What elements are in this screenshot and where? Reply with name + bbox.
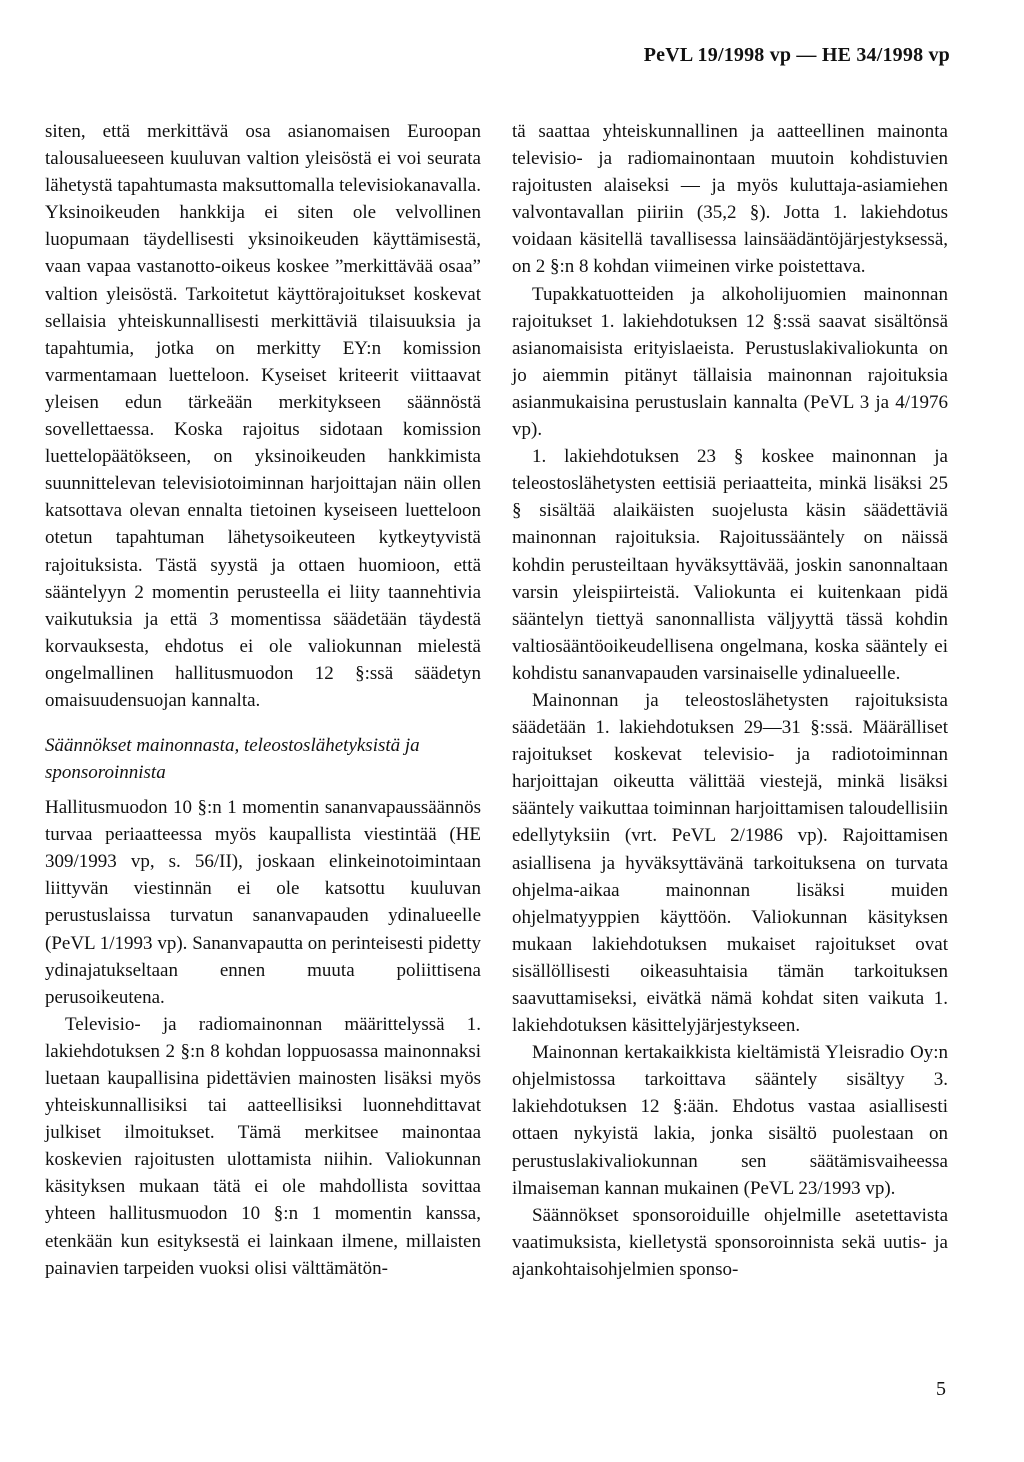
paragraph: Mainonnan ja teleostoslähetysten rajoituksista säädetään 1. lakiehdotuksen 29—31 §:ssä. Määrälliset rajoitukset koskevat televisio- ja radiotoiminnan harjoittajan oikeutta välittää viestejä, minkä lisäksi sääntely vaikuttaa toiminnan harjoittamisen taloudellisiin edellytyksiin (vrt. PeVL 2/1986 vp). Rajoittamisen asiallisena ja hyväksyttävänä tarkoituksena on turvata ohjelma-aikaa mainonnan lisäksi muiden ohjelmatyyppien käyttöön. Valiokunnan käsityksen mukaan lakiehdotuksen mukaiset rajoitukset ovat sisällöllisesti oikeasuhtaisia tämän tarkoituksen saavuttamiseksi, eivätkä nämä kohdat siten vaikuta 1. lakiehdotuksen käsittelyjärjestykseen. [512,689,948,1037]
paragraph: 1. lakiehdotuksen 23 § koskee mainonnan ja teleostoslähetysten eettisiä periaatteita, minkä lisäksi 25 § sisältää alaikäisten suojelusta käsin säädettäviä mainonnan rajoituksia. Rajoitussääntely on näissä kohdin perusteiltaan hyväksyttävää, joskin sanonnaltaan varsin yleispiirteistä. Valiokunta ei kuitenkaan pidä sääntelyn tiettyä sanonnallista väljyyttä tässä kohdin valtiosääntöoikeudellisena ongelmana, koska sääntely ei kohdistu sananvapauden varsinaiselle ydinalueelle. [512,446,948,684]
paragraph: Säännökset sponsoroiduille ohjelmille asetettavista vaatimuksista, kielletystä sponsoroinnista sekä uutis- ja ajankohtaisohjelmien sponso- [512,1204,948,1280]
section-heading: Säännökset mainonnasta, teleostoslähetyksistä ja sponsoroinnista [45,735,420,784]
paragraph: Tupakkatuotteiden ja alkoholijuomien mainonnan rajoitukset 1. lakiehdotuksen 12 §:ssä saavat sisältönsä asianomaisista erityislaeista. Perustuslakivaliokunta on jo aiemmin pitänyt tällaisia mainonnan rajoituksia asianmukaisina perustuslain kannalta (PeVL 3 ja 4/1976 vp). [512,283,948,441]
paragraph: tä saattaa yhteiskunnallinen ja aatteellinen mainonta televisio- ja radiomainontaan muutoin kohdistuvien rajoitusten alaiseksi — ja myös kuluttaja-asiamiehen valvontavallan piiriin (35,2 §). Jotta 1. lakiehdotus voidaan käsitellä tavallisessa lainsäädäntöjärjestyksessä, on 2 §:n 8 kohdan viimeinen virke poistettava. [512,121,948,278]
right-column [512,118,948,1283]
paragraph: Hallitusmuodon 10 §:n 1 momentin sananvapaussäännös turvaa periaatteessa myös kaupallista viestintää (HE 309/1993 vp, s. 56/II), joskaan elinkeinotoimintaan liittyvän viestinnän ei ole katsottu kuuluvan perustuslaissa turvatun sananvapauden ydinalueelle (PeVL 1/1993 vp). Sananvapautta on perinteisesti pidetty ydinajatukseltaan ennen muuta poliittisena perusoikeutena. [45,797,481,1008]
paragraph: siten, että merkittävä osa asianomaisen Euroopan talousalueeseen kuuluvan valtion yleisöstä ei voi seurata lähetystä tapahtumasta maksuttomalla televisiokanavalla. Yksinoikeuden hankkija ei siten ole velvollinen luopumaan täydellisesti yksinoikeuden käyttämisestä, vaan vapaa vastanotto-oikeus koskee ”merkittävää osaa” valtion yleisöstä. Tarkoitetut käyttörajoitukset koskevat sellaisia yhteiskunnallisesti merkittäviä tilaisuuksia ja tapahtumia, jotka on merkitty EY:n komission varmentamaan luetteloon. Kyseiset kriteerit viittaavat yleisen edun tärkeään merkitykseen säännöstä sovellettaessa. Koska rajoitus sidotaan komission luettelopäätökseen, on yksinoikeuden hankkimista suunnittelevan televisiotoiminnan harjoittajan näin ollen katsottava olevan ennalta tietoinen kyseiseen luetteloon otetun tapahtuman lähetysoikeuteen kytkeytyvistä rajoituksista. Tästä syystä ja ottaen huomioon, että sääntelyyn 2 momentin perusteella ei liity taannehtivia vaikutuksia ja että 3 momentissa säädetään täydestä korvauksesta, ehdotus ei ole valiokunnan mielestä ongelmallinen hallitusmuodon 12 §:ssä säädetyn omaisuudensuojan kannalta. [45,121,481,711]
page-number: 5 [936,1378,946,1400]
running-header: PeVL 19/1998 vp — HE 34/1998 vp [643,44,950,66]
paragraph: Mainonnan kertakaikkista kieltämistä Yleisradio Oy:n ohjelmistossa tarkoittava sääntely sisältyy 3. lakiehdotuksen 12 §:ään. Ehdotus vastaa asiallisesti ottaen nykyistä lakia, jonka sisältö puolestaan on perustuslakivaliokunnan sen säätämisvaiheessa ilmaiseman kannan mukainen (PeVL 23/1993 vp). [512,1042,948,1199]
left-column [45,118,481,1282]
paragraph: Televisio- ja radiomainonnan määrittelyssä 1. lakiehdotuksen 2 §:n 8 kohdan loppuosassa mainonnaksi luetaan kaupallisina pidettävien mainosten lisäksi myös yhteiskunnallisiksi tai aatteellisiksi luonnehdittavat julkiset ilmoitukset. Tämä merkitsee mainontaa koskevien rajoitusten ulottamista niihin. Valiokunnan käsityksen mukaan tätä ei ole mahdollista sovittaa yhteen hallitusmuodon 10 §:n 1 momentin kanssa, etenkään kun esityksestä ei lainkaan ilmene, millaisten painavien tarpeiden vuoksi olisi välttämätön- [45,1013,481,1279]
